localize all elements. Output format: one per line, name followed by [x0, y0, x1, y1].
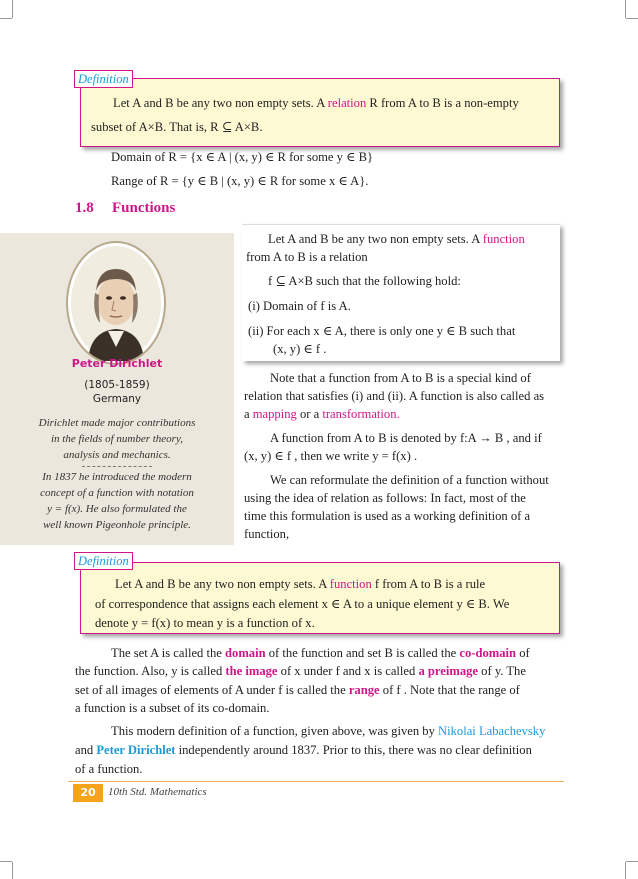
- labachevsky-name: Nikolai Labachevsky: [438, 724, 546, 738]
- bio-contributions: [6, 415, 228, 463]
- text: set of all images of elements of A under f is called the: [75, 683, 349, 697]
- body-line3: [75, 680, 520, 700]
- preimage-term: a preimage: [418, 664, 479, 678]
- range-term: range: [348, 683, 380, 697]
- def2-line2: of correspondence that assigns each element x ∈ A to a unique element y ∈ B. We: [95, 597, 510, 611]
- def2-line1-end: f from A to B is a rule: [371, 577, 486, 591]
- bio-line: analysis and mechanics.: [63, 449, 171, 461]
- fn-condition-2: (ii) For each x ∈ A, there is only one y ∈ B such that: [248, 324, 516, 338]
- def2-line3: denote y = f(x) to mean y is a function of x.: [95, 616, 315, 630]
- crop-mark: [0, 18, 12, 19]
- function-definition-box: [242, 224, 560, 361]
- text: and: [75, 743, 97, 757]
- crop-mark: [12, 862, 13, 879]
- crop-mark: [625, 862, 626, 879]
- fn-line1-start: Let A and B be any two non empty sets. A: [268, 232, 483, 246]
- sidebar-divider: [82, 466, 152, 467]
- mapping-term: mapping: [252, 407, 297, 421]
- fn-condition-1: (i) Domain of f is A.: [248, 299, 351, 313]
- para-reform-l2: using the idea of relation as follows: In fact, most of the: [244, 491, 526, 505]
- para-notation-l1: A function from A to B is denoted by f:A → B , and if: [270, 431, 542, 445]
- def1-line2: subset of A×B. That is, R ⊆ A×B.: [91, 120, 263, 134]
- def1-line1-end: R from A to B is a non-empty: [366, 96, 519, 110]
- body-line5: [111, 721, 545, 741]
- domain-definition: Domain of R = {x ∈ A | (x, y) ∈ R for some y ∈ B}: [111, 150, 374, 164]
- para-notation-l2: (x, y) ∈ f , then we write y = f(x) .: [244, 449, 418, 463]
- def2-line1-start: Let A and B be any two non empty sets. A: [115, 577, 330, 591]
- image-term: the image: [225, 664, 278, 678]
- text: or a: [296, 407, 323, 421]
- page-number-badge: [73, 784, 103, 802]
- scientist-country: Germany: [92, 393, 142, 405]
- text: independently around 1837. Prior to this, there was no clear definition: [175, 743, 532, 757]
- body-line2: [75, 661, 526, 681]
- definition-label: Definition: [74, 552, 133, 570]
- portrait-image: [68, 243, 164, 363]
- codomain-term: co-domain: [459, 646, 517, 660]
- definition-label: Definition: [74, 70, 133, 88]
- range-definition: Range of R = {y ∈ B | (x, y) ∈ R for some x ∈ A}.: [111, 174, 369, 188]
- body-line6: [75, 740, 532, 760]
- footer-rule: [68, 781, 564, 782]
- crop-mark: [0, 861, 12, 862]
- dirichlet-name: Peter Dirichlet: [96, 743, 176, 757]
- bio-line: Dirichlet made major contributions: [38, 417, 196, 429]
- para-note-l2: relation that satisfies (i) and (ii). A function is also called as: [244, 389, 545, 403]
- text: the function. Also, y is called: [75, 664, 226, 678]
- bio-line: y = f(x). He also formulated the: [47, 503, 187, 515]
- para-reform-l1: We can reformulate the definition of a function without: [270, 473, 549, 487]
- section-number: 1.8: [75, 200, 94, 216]
- bio-line: concept of a function with notation: [40, 487, 194, 499]
- para-reform-l3: time this formulation is used as a working definition of a: [244, 509, 531, 523]
- fn-condition-2-cont: (x, y) ∈ f .: [273, 342, 327, 356]
- text: of the function and set B is called the: [265, 646, 460, 660]
- fn-line2: from A to B is a relation: [246, 250, 368, 264]
- def1-line1-start: Let A and B be any two non empty sets. A: [113, 96, 328, 110]
- crop-mark: [626, 861, 638, 862]
- page-number: 20: [80, 786, 96, 799]
- text: of y. The: [478, 664, 526, 678]
- body-line4: a function is a subset of its co-domain.: [75, 701, 270, 715]
- text: This modern definition of a function, given above, was given by: [111, 724, 439, 738]
- portrait-frame: [68, 243, 164, 363]
- crop-mark: [625, 0, 626, 18]
- function-term: function: [329, 577, 372, 591]
- para-reform-l4: function,: [244, 527, 290, 541]
- book-title: 10th Std. Mathematics: [108, 786, 207, 798]
- crop-mark: [12, 0, 13, 18]
- scientist-name: Peter Dirichlet: [71, 357, 163, 370]
- definition-box-function: [80, 562, 560, 634]
- biography-sidebar: [0, 233, 234, 545]
- text: The set A is called the: [111, 646, 226, 660]
- body-line1: [111, 643, 530, 663]
- domain-term: domain: [225, 646, 266, 660]
- scientist-years: (1805-1859): [84, 379, 150, 391]
- transformation-term: transformation.: [322, 407, 400, 421]
- para-note-l1: Note that a function from A to B is a special kind of: [270, 371, 531, 385]
- text: a: [244, 407, 253, 421]
- para-note-l3: [244, 404, 400, 424]
- bio-line: In 1837 he introduced the modern: [42, 471, 192, 483]
- function-term: function: [482, 232, 525, 246]
- crop-mark: [626, 18, 638, 19]
- body-line7: of a function.: [75, 762, 143, 776]
- relation-term: relation: [327, 96, 367, 110]
- bio-notation: [6, 469, 228, 533]
- text: of x under f and x is called: [277, 664, 419, 678]
- bio-line: well known Pigeonhole principle.: [43, 519, 191, 531]
- bio-line: in the fields of number theory,: [51, 433, 183, 445]
- text: of: [516, 646, 530, 660]
- section-title: Functions: [112, 200, 176, 216]
- definition-box-relation: [80, 78, 560, 147]
- fn-line3: f ⊆ A×B such that the following hold:: [268, 274, 461, 288]
- text: of f . Note that the range of: [379, 683, 520, 697]
